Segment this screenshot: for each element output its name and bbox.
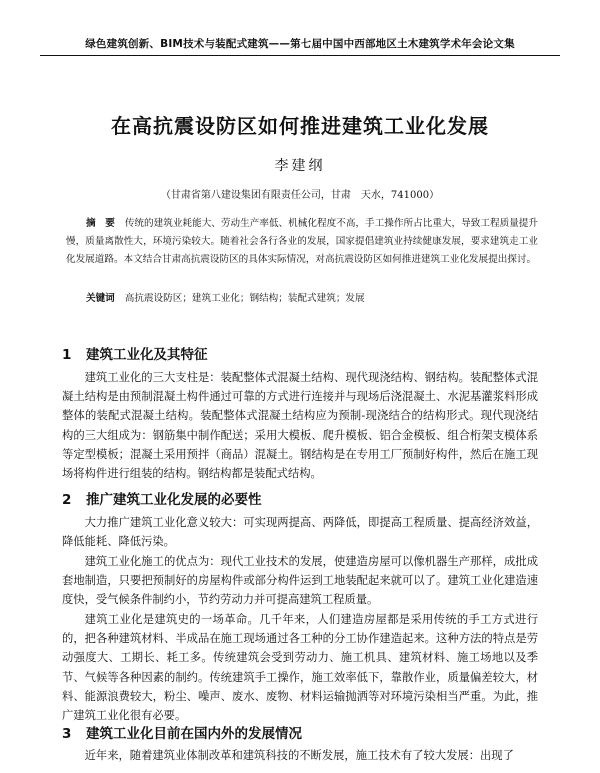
section-2-paragraph-3: 建筑工业化是建筑史的一场革命。几千年来，人们建造房屋都是采用传统的手工方式进行的，把各种建筑材料、半成品在施工现场通过各工种的分工协作建造起来。这种方法的特点是劳动强度大、工期长、耗工多。传统建筑会受到劳动力、施工机具、建筑材料、施工场地以及季节、气候等各种因素的制约。传统建筑手工操作，施工效率低下，靠散作业，质量偏差较大，材料、能源浪费较大，粉尘、噪声、废水、废物、材料运输抛洒等对环境污染相当严重。为此，推广建筑工业化很有必要。: [62, 613, 538, 723]
abstract-label: 摘 要: [86, 218, 115, 229]
section-title: 建筑工业化目前在国内外的发展情况: [86, 726, 302, 742]
section-number: 1: [62, 347, 72, 363]
section-number: 2: [62, 492, 72, 508]
section-number: 3: [62, 726, 72, 742]
keywords-text: 高抗震设防区；建筑工业化；钢结构；装配式建筑；发展: [124, 293, 365, 304]
keywords-label: 关键词: [86, 293, 115, 304]
section-1-paragraph-1: 建筑工业化的三大支柱是：装配整体式混凝土结构、现代现浇结构、钢结构。装配整体式混凝土结构是由预制混凝土构件通过可靠的方式进行连接并与现场后浇混凝土、水泥基灌浆料形成整体的装配式混凝土结构。装配整体式混凝土结构应为预制-现浇结合的结构形式。现代现浇结构的三大组成为：钢筋集中制作配送；采用大模板、爬升模板、铝合金模板、组合桁架支模体系等定型模板；混凝土采用预拌（商品）混凝土。钢结构是在专用工厂预制好构件，然后在施工现场将构件进行组装的结构。钢结构都是装配式结构。: [62, 371, 538, 481]
abstract: [66, 215, 538, 269]
section-3-heading: [62, 722, 538, 742]
author-affiliation: （甘肃省第八建设集团有限责任公司，甘肃 天水，741000）: [160, 190, 440, 201]
section-title: 推广建筑工业化发展的必要性: [86, 492, 262, 508]
keywords: [86, 290, 538, 304]
author-name: 李建纲: [274, 158, 326, 174]
paper-title: 在高抗震设防区如何推进建筑工业化发展: [111, 114, 489, 138]
section-1-heading: [62, 343, 538, 363]
section-title: 建筑工业化及其特征: [86, 347, 208, 363]
abstract-text: 传统的建筑业耗能大、劳动生产率低、机械化程度不高，手工操作所占比重大，导致工程质量提升慢，质量离散性大，环境污染较大。随着社会各行各业的发展，国家提倡建筑业持续健康发展，要求建筑走工业化发展道路。本文结合甘肃高抗震设防区的具体实际情况，对高抗震设防区如何推进建筑工业化发展提出探讨。: [66, 218, 538, 265]
section-3-paragraph-1: 近年来，随着建筑业体制改革和建筑科技的不断发展，施工技术有了较大发展：出现了: [84, 749, 514, 762]
section-2-heading: [62, 488, 538, 508]
section-2-paragraph-1: 大力推广建筑工业化意义较大：可实现两提高、两降低，即提高工程质量、提高经济效益，降低能耗、降低污染。: [62, 516, 538, 549]
running-header: 绿色建筑创新、BIM技术与装配式建筑——第七届中国中西部地区土木建筑学术年会论文集: [40, 36, 560, 56]
section-2-paragraph-2: 建筑工业化施工的优点为：现代工业技术的发展，使建造房屋可以像机器生产那样，成批成套地制造，只要把预制好的房屋构件或部分构件运到工地装配起来就可以了。建筑工业化建造速度快，受气候条件制约小，节约劳动力并可提高建筑工程质量。: [62, 555, 538, 607]
